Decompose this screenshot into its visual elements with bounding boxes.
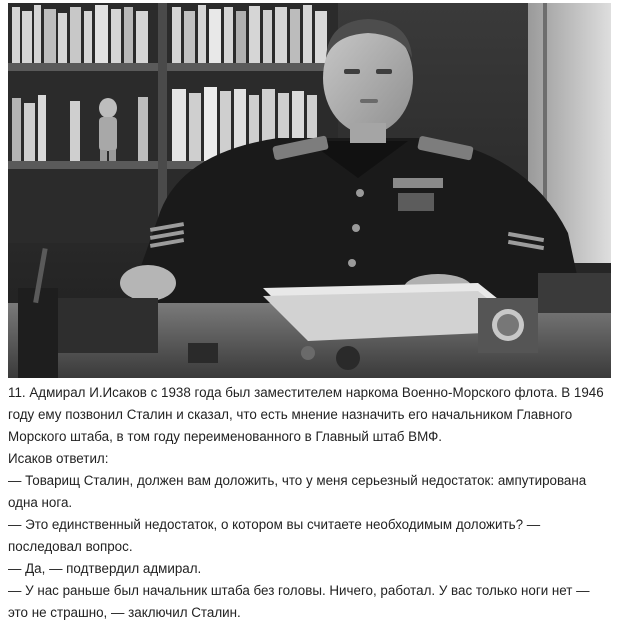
paragraph-dialogue-1: — Товарищ Сталин, должен вам доложить, что у меня серьезный недостаток: ампутирована одна нога. <box>8 473 587 510</box>
photo-illustration <box>8 3 611 378</box>
historical-photo <box>8 3 611 378</box>
paragraph-dialogue-3: — Да, — подтвердил адмирал. <box>8 561 202 576</box>
article-text <box>8 382 612 624</box>
paragraph-dialogue-2: — Это единственный недостаток, о котором вы считаете необходимым доложить? — последовал вопрос. <box>8 517 541 554</box>
paragraph-dialogue-4: — У нас раньше был начальник штаба без головы. Ничего, работал. У вас только ноги нет — это не страшно, — заключил Сталин. <box>8 583 590 620</box>
paragraph-answer-intro: Исаков ответил: <box>8 451 109 466</box>
paragraph-intro: 11. Адмирал И.Исаков с 1938 года был заместителем наркома Военно-Морского флота. В 1946 году ему позвонил Сталин и сказал, что есть мнение назначить его начальником Главного Морского штаба, в том году переименованного в Главный штаб ВМФ. <box>8 385 604 444</box>
